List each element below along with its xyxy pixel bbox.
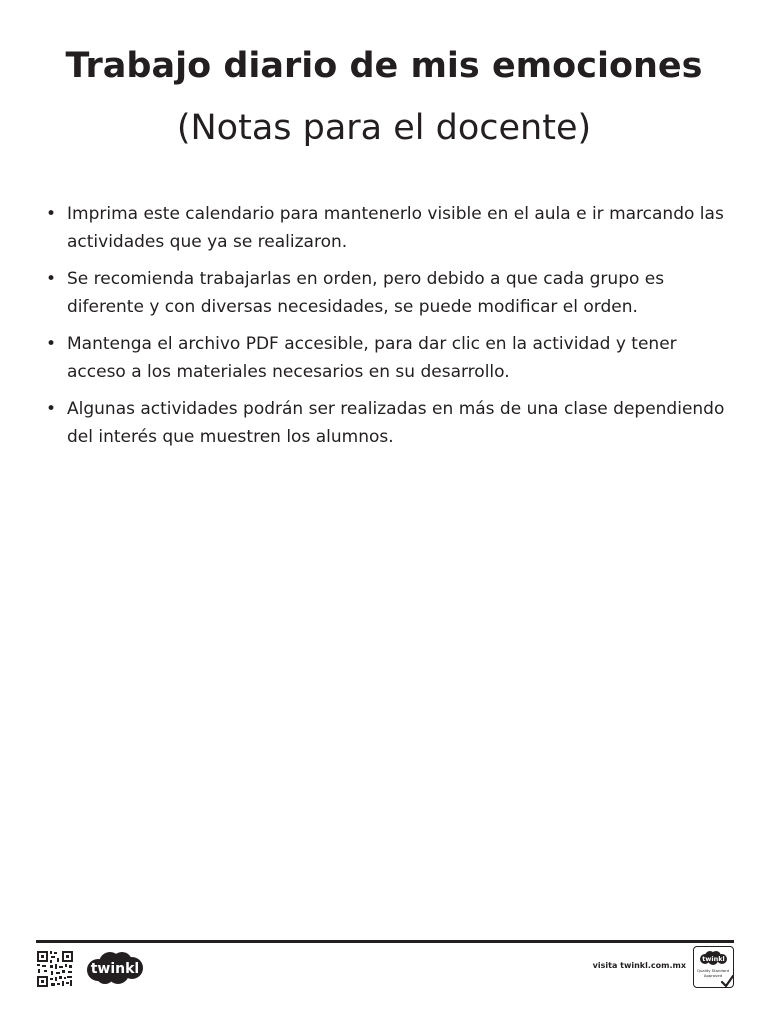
teacher-notes-list xyxy=(46,200,736,460)
footer-divider xyxy=(36,940,734,943)
note-text: Se recomienda trabajarlas en orden, pero debido a que cada grupo es diferente y con diversas necesidades, se puede modificar el orden. xyxy=(67,269,665,317)
bullet-icon: • xyxy=(46,399,57,419)
qr-code-icon[interactable] xyxy=(36,950,74,988)
badge-line-1: Quality Standard xyxy=(696,968,730,973)
note-text: Imprima este calendario para mantenerlo visible en el aula e ir marcando las actividades que ya se realizaron. xyxy=(67,204,724,252)
bullet-icon: • xyxy=(46,269,57,289)
quality-standard-badge xyxy=(693,946,734,988)
note-text: Mantenga el archivo PDF accesible, para dar clic en la actividad y tener acceso a los materiales necesarios en su desarrollo. xyxy=(67,334,677,382)
twinkl-badge-logo-icon xyxy=(698,951,729,965)
note-text: Algunas actividades podrán ser realizadas en más de una clase dependiendo del interés que muestren los alumnos. xyxy=(67,399,725,447)
bullet-icon: • xyxy=(46,334,57,354)
list-item xyxy=(46,395,736,451)
page-title: Trabajo diario de mis emociones xyxy=(65,46,703,86)
list-item xyxy=(46,265,736,321)
list-item xyxy=(46,330,736,386)
bullet-icon: • xyxy=(46,204,57,224)
page-subtitle: (Notas para el docente) xyxy=(176,108,592,148)
list-item xyxy=(46,200,736,256)
badge-brand-text: twinkl xyxy=(702,955,725,963)
checkmark-icon xyxy=(719,973,734,988)
twinkl-logo-text: twinkl xyxy=(90,961,140,977)
badge-line-2: Approved xyxy=(703,973,723,978)
visit-website-link[interactable]: visita twinkl.com.mx xyxy=(592,961,686,970)
twinkl-logo-icon[interactable] xyxy=(84,950,146,986)
